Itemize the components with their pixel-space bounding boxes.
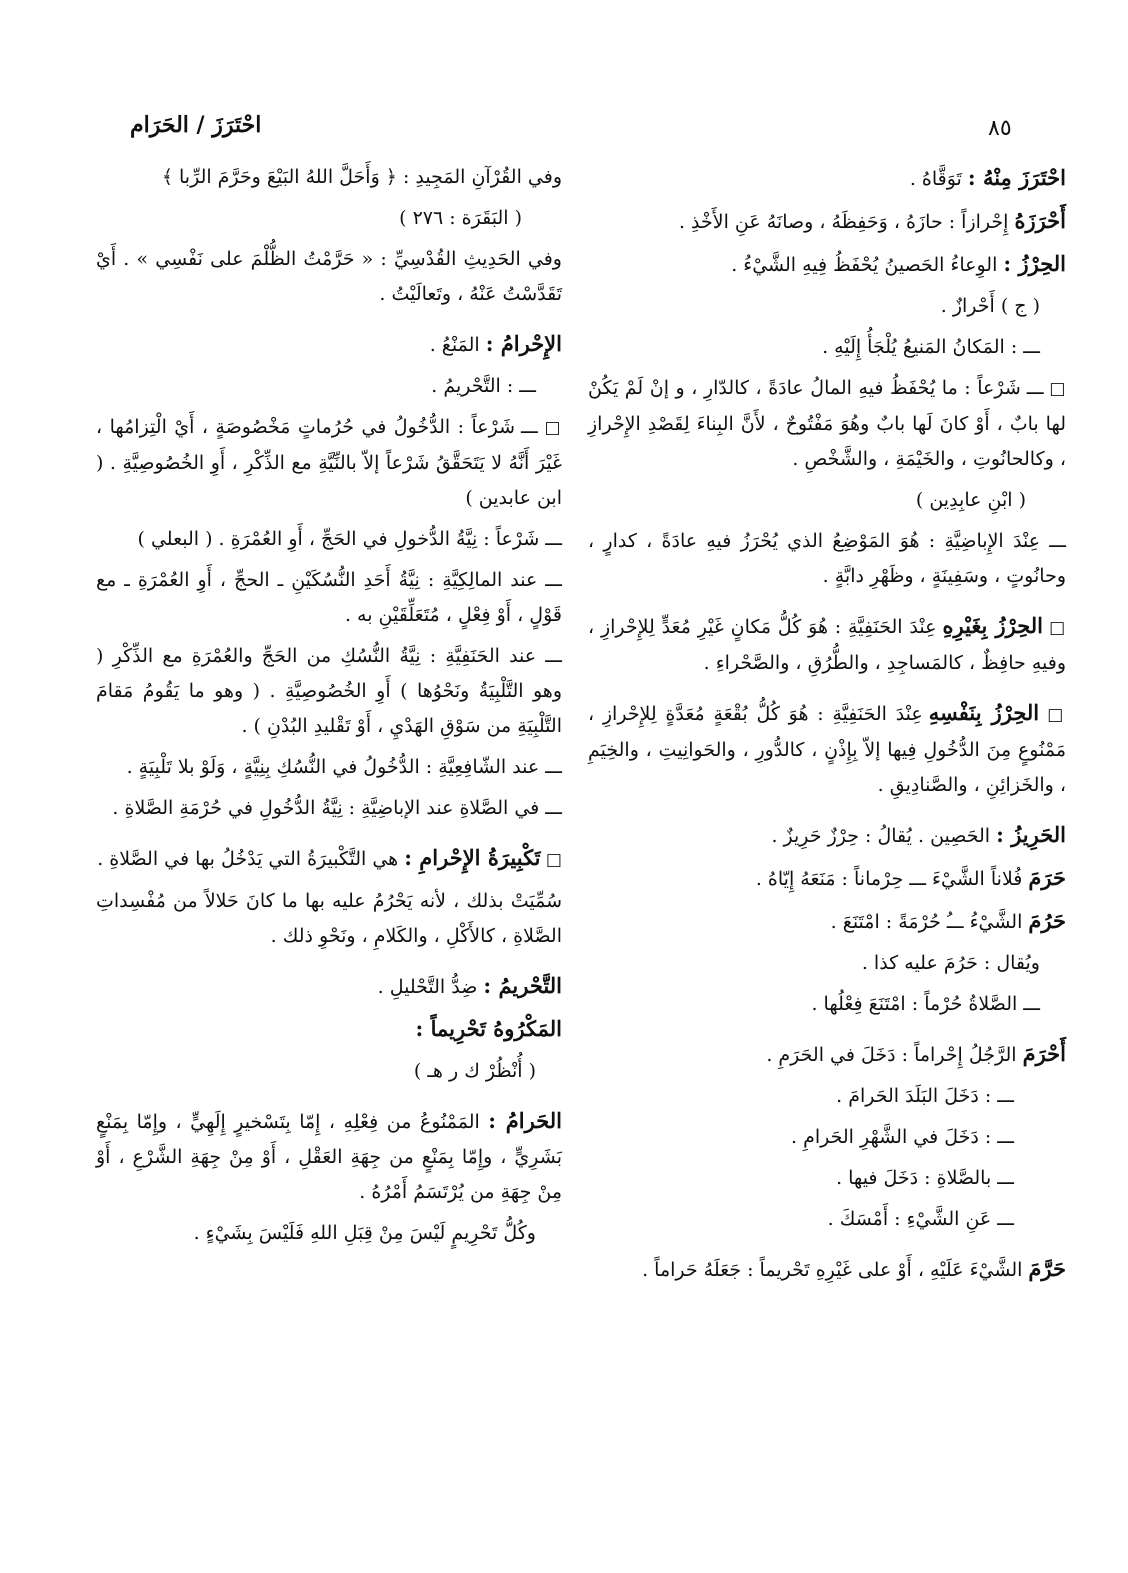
definition-text: ـــ عِنْدَ الإِباضِيَّةِ : هُوَ المَوْضِعُ الذي يُحْرَزُ فيهِ عادَةً ، كدارٍ ، وحانُوتٍ ، وسَفِينَةٍ ، وظَهْرِ دابَّةٍ . bbox=[588, 530, 1066, 587]
entry-line bbox=[588, 483, 1066, 518]
headword: الحَرامُ : bbox=[488, 1108, 562, 1133]
definition-text: ـــ : دَخَلَ البَلَدَ الحَرامَ . bbox=[836, 1085, 1014, 1107]
entry-line bbox=[588, 1202, 1066, 1237]
headword: حَرَمَ bbox=[1028, 865, 1066, 890]
entry-line bbox=[96, 369, 562, 404]
dictionary-entry bbox=[588, 1036, 1066, 1073]
definition-text: ـــ : دَخَلَ في الشَّهْرِ الحَرامِ . bbox=[790, 1126, 1014, 1148]
definition-text: ـــ : التَّحْريمُ . bbox=[431, 375, 536, 397]
definition-text: ـــ عند الشّافِعِيَّةِ : الدُّخُولُ في النُّسُكِ بِنِيَّةٍ ، وَلَوْ بلا تَلْبِيَةٍ . bbox=[126, 756, 562, 778]
definition-text: ( أُنْظُرْ ك ر هـ ) bbox=[413, 1060, 536, 1082]
definition-text: ( ابْنِ عابِدِين ) bbox=[915, 489, 1026, 511]
entry-line bbox=[96, 884, 562, 954]
definition-text: تَوَقَّاهُ . bbox=[909, 168, 968, 190]
definition-text: ( ج ) أَحْرازٌ . bbox=[940, 295, 1040, 317]
definition-text: الوِعاءُ الحَصينُ يُحْفَظُ فِيهِ الشَّيْءُ . bbox=[731, 254, 1004, 276]
definition-text: عِنْدَ الحَنَفِيَّةِ : هُوَ كُلُّ بُقْعَةٍ مُعَدَّةٍ لِلإِحْرازِ ، مَمْنُوعٍ مِنَ الدُّخُولِ فِيها إلاّ بِإِذْنٍ ، كالدُّورِ ، والحَوانِيتِ ، والخِيَمِ ، والخَزائِنِ ، والصَّنادِيقِ . bbox=[588, 703, 1066, 796]
definition-text: الشَّيْءَ عَلَيْهِ ، أَوْ على غَيْرِهِ تَحْريماً : جَعَلَهُ حَراماً . bbox=[642, 1259, 1029, 1281]
headword: المَكْرُوهُ تَحْرِيماً : bbox=[415, 1016, 562, 1041]
entry-line bbox=[96, 1216, 562, 1251]
headword: تَكْبِيرَةُ الإِحْرامِ : bbox=[404, 845, 541, 870]
definition-text: الرَّجُلُ إِحْراماً : دَخَلَ في الحَرَمِ . bbox=[766, 1044, 1023, 1066]
definition-text: سُمِّيَتْ بذلك ، لأنه يَحْرُمُ عليه بها ما كانَ حَلالاً من مُفْسِداتِ الصَّلاةِ ، كالأَكْلِ ، والكَلامِ ، ونَحْوِ ذلك . bbox=[96, 890, 562, 947]
entry-line bbox=[96, 750, 562, 785]
entry-line bbox=[96, 791, 562, 826]
definition-text: ضِدُّ التَّحْليلِ . bbox=[377, 976, 484, 998]
headword: الحِرْزُ : bbox=[1003, 251, 1066, 276]
definition-text: عِنْدَ الحَنَفِيَّةِ : هُوَ كُلُّ مَكانٍ غَيْرِ مُعَدٍّ لِلإِحْرازِ ، وفيهِ حافِظٌ ، كالمَساجِدِ ، والطُّرُقِ ، والصَّحْراءِ . bbox=[588, 616, 1066, 674]
headword: حَرَّمَ bbox=[1028, 1256, 1066, 1281]
dictionary-entry bbox=[588, 608, 1066, 681]
definition-text: هي التَّكْبيرَةُ التي يَدْخُلُ بها في الصَّلاةِ . bbox=[97, 848, 405, 870]
definition-text: ـــ بالصَّلاةِ : دَخَلَ فيها . bbox=[836, 1167, 1014, 1189]
dictionary-entry bbox=[588, 246, 1066, 283]
definition-text: ـــ عَنِ الشَّيْءِ : أَمْسَكَ . bbox=[827, 1208, 1014, 1230]
entry-line bbox=[588, 1161, 1066, 1196]
entry-line bbox=[96, 160, 562, 195]
dictionary-entry bbox=[96, 968, 562, 1005]
left-column bbox=[96, 160, 562, 1257]
dictionary-entry bbox=[588, 817, 1066, 854]
running-head: احْتَرَزَ / الحَرَام bbox=[130, 112, 262, 138]
entry-line bbox=[588, 289, 1066, 324]
definition-text: ـــ عند الحَنَفِيَّةِ : نِيَّةُ النُّسُكِ من الحَجِّ والعُمْرَةِ مع الذِّكْرِ ( وهو التَّلْبِيَةُ ونَحْوُها ) أَوِ الخُصُوصِيَّةِ . ( وهو ما يَقُومُ مَقامَ التَّلْبِيَةِ من سَوْقِ الهَدْيِ ، أَوْ تَقْليدِ البُدْنِ ) . bbox=[96, 645, 562, 737]
entry-line bbox=[588, 1079, 1066, 1114]
definition-text: فُلاناً الشَّيْءَ ـــ حِرْماناً : مَنَعَهُ إِيّاهُ . bbox=[755, 868, 1029, 890]
headword: التَّحْريمُ : bbox=[483, 973, 562, 998]
headword: الحِرْزُ بِنَفْسِهِ bbox=[928, 700, 1040, 725]
dictionary-entry bbox=[588, 203, 1066, 240]
definition-text: ـــ شَرْعاً : ما يُحْفَظُ فيهِ المالُ عادَةً ، كالدّارِ ، و إنْ لَمْ يَكُنْ لها بابٌ ، أَوْ كانَ لَها بابٌ وهُوَ مَفْتُوحٌ ، لأَنَّ البِناءَ لِقَصْدِ الإِحْرازِ ، وكالحانُوتِ ، والخَيْمَةِ ، والشَّخْصِ . bbox=[588, 377, 1066, 470]
dictionary-entry bbox=[96, 840, 562, 878]
definition-text: المَمْنُوعُ من فِعْلِهِ ، إِمّا بِتَسْخيرٍ إِلَهِيٍّ ، وإِمّا بِمَنْعٍ بَشَرِيٍّ ، وإِمّا بِمَنْعٍ من جِهَةِ العَقْلِ ، أَوْ مِنْ جِهَةِ الشَّرْعِ ، أَوْ مِنْ جِهَةِ من يُرْتَسَمُ أَمْرُهُ . bbox=[96, 1111, 562, 1203]
entry-line bbox=[588, 524, 1066, 594]
entry-line bbox=[588, 1120, 1066, 1155]
definition-text: ـــ في الصَّلاةِ عند الإباضِيَّةِ : نِيَّةُ الدُّخُولِ في حُرْمَةِ الصَّلاةِ . bbox=[112, 797, 562, 819]
page-number: ٨٥ bbox=[988, 116, 1012, 141]
square-bullet-icon: □ bbox=[540, 850, 562, 870]
entry-line bbox=[588, 987, 1066, 1022]
definition-text: وكُلُّ تَحْرِيمٍ لَيْسَ مِنْ قِبَلِ اللهِ فَلَيْسَ بِشَيْءٍ . bbox=[193, 1222, 536, 1244]
headword: أَحْرَمَ bbox=[1022, 1041, 1066, 1066]
definition-text: وفي القُرْآنِ المَجِيدِ : ﴿ وَأَحَلَّ اللهُ البَيْعَ وحَرَّمَ الرِّبا ﴾ bbox=[161, 166, 562, 188]
definition-text: ـــ شَرْعاً : الدُّخُولُ في حُرُماتٍ مَخْصُوصَةٍ ، أَيْ الْتِزامُها ، غَيْرَ أَنَّهُ لا يَتَحَقَّقُ شَرْعاً إلاّ بالنِّيَّةِ مع الذِّكْرِ ، أَوِ الخُصُوصِيَّةِ . ( ابن عابدين ) bbox=[96, 416, 562, 509]
square-bullet-icon: □ bbox=[1039, 705, 1067, 725]
headword: الحِرْزُ بِغَيْرِهِ bbox=[942, 613, 1043, 638]
dictionary-entry bbox=[588, 860, 1066, 897]
dictionary-entry bbox=[588, 1251, 1066, 1288]
definition-text: ـــ عند المالِكِيَّةِ : نِيَّةُ أَحَدِ النُّسُكَيْنِ ـ الحجِّ ، أَوِ العُمْرَةِ ـ مع قَوْلٍ ، أَوْ فِعْلٍ ، مُتَعَلِّقَيْنِ به . bbox=[96, 569, 562, 626]
definition-text: إِحْرازاً : حازَهُ ، وَحَفِظَهُ ، وصانَهُ عَنِ الأَخْذِ . bbox=[678, 211, 1015, 233]
definition-text: ـــ شَرْعاً : نِيَّةُ الدُّخولِ في الحَجِّ ، أَوِ العُمْرَةِ . ( البعلي ) bbox=[137, 528, 562, 550]
square-bullet-icon: □ bbox=[537, 418, 562, 438]
entry-line bbox=[96, 201, 562, 236]
definition-text: ( البَقَرَة : ٢٧٦ ) bbox=[399, 207, 522, 229]
definition-text: الحَصِين . يُقالُ : حِرْزٌ حَرِيزٌ . bbox=[771, 825, 997, 847]
definition-text: ـــ الصَّلاةُ حُرْماً : امْتَنَعَ فِعْلُها . bbox=[811, 993, 1040, 1015]
dictionary-entry bbox=[588, 160, 1066, 197]
definition-text: وفي الحَدِيثِ القُدْسِيِّ : « حَرَّمْتُ الظُّلْمَ على نَفْسِي » . أَيْ تَقَدَّسْتُ عَنْهُ ، وتَعالَيْتُ . bbox=[96, 248, 562, 305]
entry-line bbox=[588, 946, 1066, 981]
headword: الإِحْرامُ : bbox=[485, 331, 562, 356]
definition-text: ويُقال : حَرُمَ عليه كذا . bbox=[861, 952, 1040, 974]
entry-line bbox=[96, 639, 562, 744]
definition-text: ـــ : المَكانُ المَنيعُ يُلْجَأُ إِلَيْهِ . bbox=[822, 336, 1040, 358]
entry-line bbox=[588, 371, 1066, 477]
dictionary-entry bbox=[96, 326, 562, 363]
headword: احْتَرَزَ مِنْهُ : bbox=[967, 165, 1066, 190]
entry-line bbox=[96, 410, 562, 516]
headword: الحَرِيزُ : bbox=[996, 822, 1066, 847]
square-bullet-icon: □ bbox=[1043, 379, 1066, 399]
entry-line bbox=[96, 563, 562, 633]
definition-text: الشَّيْءُ ـــُ حُرْمَةً : امْتَنَعَ . bbox=[830, 911, 1029, 933]
headword: حَرُمَ bbox=[1028, 908, 1066, 933]
headword: أَحْرَزَهُ bbox=[1014, 208, 1066, 233]
dictionary-entry bbox=[588, 903, 1066, 940]
entry-line bbox=[96, 242, 562, 312]
square-bullet-icon: □ bbox=[1043, 618, 1067, 638]
definition-text: المَنْعُ . bbox=[429, 334, 486, 356]
right-column bbox=[588, 160, 1066, 1294]
dictionary-entry bbox=[96, 1103, 562, 1210]
dictionary-entry bbox=[96, 1011, 562, 1048]
entry-line bbox=[96, 522, 562, 557]
dictionary-entry bbox=[588, 695, 1066, 803]
entry-line bbox=[96, 1054, 562, 1089]
entry-line bbox=[588, 330, 1066, 365]
